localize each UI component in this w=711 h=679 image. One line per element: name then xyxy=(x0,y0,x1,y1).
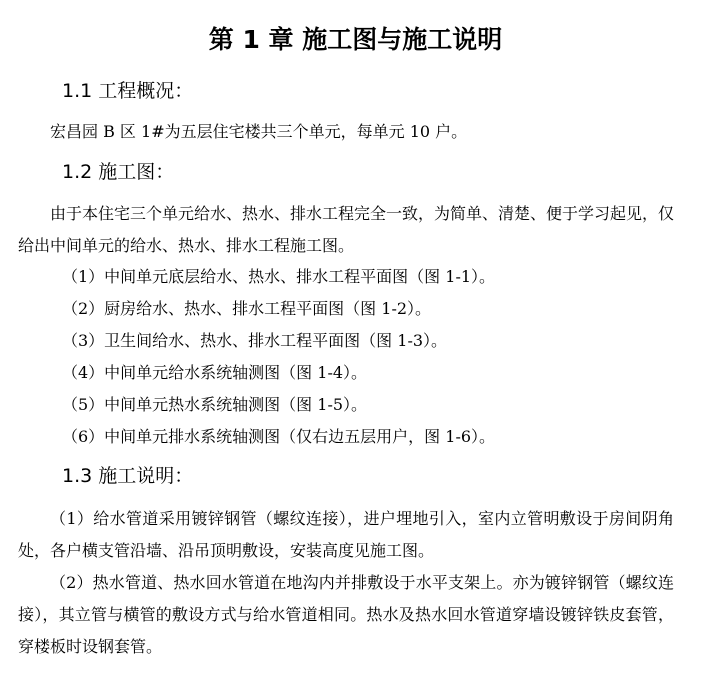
section-heading-overview: 1.1 工程概况： xyxy=(62,80,194,102)
drawing-list-item: （5）中间单元热水系统轴测图（图 1-5）。 xyxy=(62,395,368,414)
overview-text: 宏昌园 B 区 1#为五层住宅楼共三个单元，每单元 10 户。 xyxy=(50,122,468,141)
instruction-paragraph: （2）热水管道、热水回水管道在地沟内并排敷设于水平支架上。亦为镀锌钢管（螺纹连接），其立管与横管的敷设方式与给水管道相同。热水及热水回水管道穿墙设镀锌铁皮套管，穿楼板时设钢套管。 xyxy=(18,573,674,656)
drawing-list-item: （3）卫生间给水、热水、排水工程平面图（图 1-3）。 xyxy=(62,331,448,350)
instruction-paragraph: （1）给水管道采用镀锌钢管（螺纹连接），进户埋地引入，室内立管明敷设于房间阴角处，各户横支管沿墙、沿吊顶明敷设，安装高度见施工图。 xyxy=(18,509,674,560)
drawing-list-item: （6）中间单元排水系统轴测图（仅右边五层用户，图 1-6）。 xyxy=(62,427,496,446)
section-heading-drawings: 1.2 施工图： xyxy=(62,161,175,183)
drawing-list-item: （4）中间单元给水系统轴测图（图 1-4）。 xyxy=(62,363,368,382)
drawing-list-item: （1）中间单元底层给水、热水、排水工程平面图（图 1-1）。 xyxy=(62,267,496,286)
drawing-list-item: （2）厨房给水、热水、排水工程平面图（图 1-2）。 xyxy=(62,299,432,318)
chapter-title: 第 1 章 施工图与施工说明 xyxy=(208,25,503,54)
drawings-intro: 由于本住宅三个单元给水、热水、排水工程完全一致，为简单、清楚、便于学习起见，仅给出中间单元的给水、热水、排水工程施工图。 xyxy=(18,204,675,255)
section-heading-instructions: 1.3 施工说明： xyxy=(62,465,194,487)
